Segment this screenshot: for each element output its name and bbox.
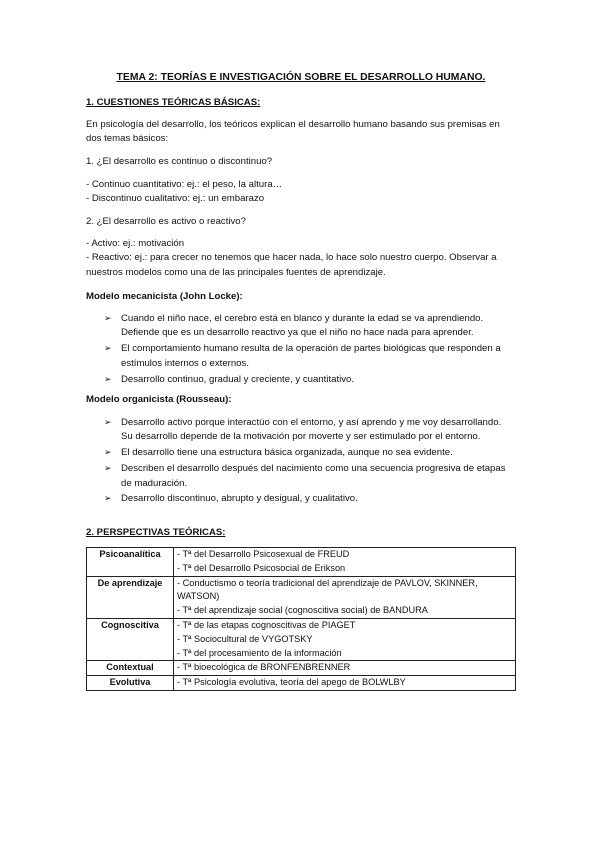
q2-item: - Activo: ej.: motivación <box>86 238 185 249</box>
theories-cell: - Tª del Desarrollo Psicosexual de FREUD - Tª del Desarrollo Psicosocial de Erikson <box>174 548 516 577</box>
section2-heading: 2. PERSPECTIVAS TEÓRICAS: <box>86 527 226 538</box>
q2-item: - Reactivo: ej.: para crecer no tenemos que hacer nada, lo hace solo nuestro cuerpo. Observar a nuestros modelos como una de las principales fuentes de aprendizaje. <box>86 252 497 278</box>
mecanicista-list <box>104 312 514 388</box>
theories-cell: - Tª bioecológica de BRONFENBRENNER <box>174 661 516 676</box>
theories-cell: - Tª Psicología evolutiva, teoría del apego de BOLWLBY <box>174 676 516 691</box>
table-row <box>87 661 516 676</box>
list-item: ➢ Describen el desarrollo después del nacimiento como una secuencia progresiva de etapas de maduración. <box>104 463 506 489</box>
list-item: ➢ El comportamiento humano resulta de la operación de partes biológicas que responden a estímulos internos o externos. <box>104 343 501 369</box>
table-row <box>87 576 516 618</box>
document-title: TEMA 2: TEORÍAS E INVESTIGACIÓN SOBRE EL DESARROLLO HUMANO. <box>116 72 486 83</box>
theories-cell: - Tª de las etapas cognoscitivas de PIAGET - Tª Sociocultural de VYGOTSKY - Tª del procesamiento de la información <box>174 618 516 660</box>
question-2: 2. ¿El desarrollo es activo o reactivo? <box>86 216 246 227</box>
question-1: 1. ¿El desarrollo es continuo o discontinuo? <box>86 156 273 167</box>
arrow-bullet-icon: ➢ <box>104 343 112 354</box>
intro-paragraph: En psicología del desarrollo, los teóricos explican el desarrollo humano basando sus premisas en dos temas básicos: <box>86 119 500 145</box>
category-cell: Contextual <box>87 661 174 676</box>
category-cell: Psicoanalítica <box>87 548 174 577</box>
list-item: ➢ El desarrollo tiene una estructura básica organizada, aunque no sea evidente. <box>104 447 453 459</box>
question-1-items <box>86 178 516 207</box>
question-2-items <box>86 237 516 280</box>
q1-item: - Continuo cuantitativo: ej.: el peso, la altura… <box>86 179 283 190</box>
list-item: ➢ Desarrollo activo porque interactúo con el entorno, y así aprendo y me voy desarrollando. Su desarrollo depende de la motivación por moverte y ser estimulado por el entorno. <box>104 417 502 443</box>
mecanicista-heading: Modelo mecanicista (John Locke): <box>86 291 243 302</box>
section1-heading: 1. CUESTIONES TEÓRICAS BÁSICAS: <box>86 97 261 108</box>
organicista-heading: Modelo organicista (Rousseau): <box>86 394 232 405</box>
list-item: ➢ Desarrollo continuo, gradual y creciente, y cuantitativo. <box>104 373 355 385</box>
list-item: ➢ Desarrollo discontinuo, abrupto y desigual, y cualitativo. <box>104 493 358 505</box>
arrow-bullet-icon: ➢ <box>104 417 112 427</box>
arrow-bullet-icon: ➢ <box>104 493 112 504</box>
table-row <box>87 618 516 660</box>
category-cell: Cognoscitiva <box>87 618 174 660</box>
arrow-bullet-icon: ➢ <box>104 447 112 458</box>
arrow-bullet-icon: ➢ <box>104 373 112 384</box>
category-cell: De aprendizaje <box>87 576 174 618</box>
q1-item: - Discontinuo cualitativo: ej.: un embarazo <box>86 193 265 205</box>
category-cell: Evolutiva <box>87 676 174 691</box>
table-row <box>87 548 516 577</box>
list-item: ➢ Cuando el niño nace, el cerebro está en blanco y durante la edad se va aprendiendo. Defiende que es un desarrollo reactivo ya que el niño no hace nada para aprender. <box>104 313 484 339</box>
table-row <box>87 676 516 691</box>
perspectives-table <box>86 547 516 691</box>
theories-cell: - Conductismo o teoría tradicional del aprendizaje de PAVLOV, SKINNER, WATSON) - Tª del aprendizaje social (cognoscitiva social) de BANDURA <box>174 576 516 618</box>
organicista-list <box>104 416 514 508</box>
arrow-bullet-icon: ➢ <box>104 313 112 323</box>
arrow-bullet-icon: ➢ <box>104 463 112 474</box>
